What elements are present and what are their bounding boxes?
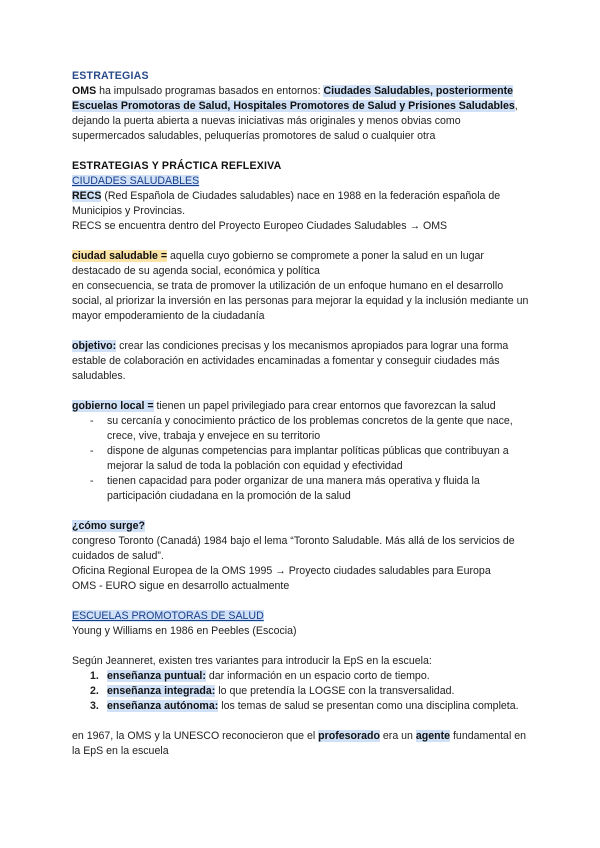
ciudad-saludable-term: ciudad saludable =: [72, 250, 168, 262]
paragraph-recs: [72, 189, 532, 219]
paragraph-objetivo: [72, 339, 532, 384]
objetivo-text: crear las condiciones precisas y los mecanismos apropiados para lograr una forma estable de colaboración en actividades encaminadas a fomentar y conseguir ciudades más saludables.: [72, 340, 509, 382]
paragraph-oms-euro: OMS - EURO sigue en desarrollo actualmente: [72, 580, 290, 592]
objetivo-term: objetivo:: [72, 340, 117, 352]
agente-term: agente: [415, 730, 451, 742]
paragraph-consecuencia: en consecuencia, se trata de promover la utilización de un enfoque humano en el desarrollo social, al priorizar la inversión en las personas para mejorar la equidad y la inclusión mediante un mayor empoderamiento de la ciudadanía: [72, 280, 529, 322]
paragraph-unesco: en 1967, la OMS y la UNESCO reconocieron que el profesorado era un agente fundamental en la EpS en la escuela: [72, 730, 527, 757]
oms-text-end: , dejando la puerta abierta a nuevas iniciativas más originales y menos obvias como supermercados saludables, peluquerías promotores de salud o cualquier otra: [72, 100, 518, 142]
paragraph-jeanneret: Según Jeanneret, existen tres variantes para introducir la EpS en la escuela:: [72, 655, 432, 667]
oms-label: OMS: [72, 85, 97, 97]
paragraph-toronto: congreso Toronto (Canadá) 1984 bajo el lema “Toronto Saludable. Más allá de los servicios de cuidados de salud”.: [72, 535, 515, 562]
document-page: [72, 69, 532, 759]
paragraph-young-williams: Young y Williams en 1986 en Peebles (Escocia): [72, 625, 297, 637]
profesorado-term: profesorado: [318, 730, 380, 742]
entornos-highlight: Ciudades Saludables, posteriormente Escuelas Promotoras de Salud, Hospitales Promotores de Salud y Prisiones Saludables: [72, 85, 515, 112]
paragraph-oms-entornos: [72, 84, 532, 144]
list-item: - su cercanía y conocimiento práctico de los problemas concretos de la gente que nace, crece, vive, trabaja y envejece en su territorio: [90, 415, 513, 442]
oms-text: ha impulsado programas basados en entornos:: [96, 85, 324, 97]
paragraph-oficina-regional: Oficina Regional Europea de la OMS 1995 → Proyecto ciudades saludables para Europa: [72, 565, 491, 577]
ciudad-saludable-def: aquella cuyo gobierno se compromete a poner la salud en un lugar destacado de su agenda social, económica y política: [72, 250, 484, 277]
list-item: 2. enseñanza integrada: lo que pretendía la LOGSE con la transversalidad.: [90, 685, 455, 697]
variantes-list: [72, 669, 532, 714]
link-escuelas-promotoras[interactable]: ESCUELAS PROMOTORAS DE SALUD: [72, 610, 264, 622]
list-item: 1. enseñanza puntual: dar información en un espacio corto de tiempo.: [90, 670, 430, 682]
recs-text: (Red Española de Ciudades saludables) nace en 1988 en la federación española de Municipios y Provincias.: [72, 190, 501, 217]
list-item: 3. enseñanza autónoma: los temas de salud se presentan como una disciplina completa.: [90, 700, 519, 712]
gobierno-local-text: tienen un papel privilegiado para crear entornos que favorezcan la salud: [153, 400, 496, 412]
heading-estrategias: ESTRATEGIAS: [72, 70, 149, 82]
recs-label: RECS: [72, 190, 102, 202]
paragraph-recs-proyecto: RECS se encuentra dentro del Proyecto Europeo Ciudades Saludables → OMS: [72, 220, 448, 232]
paragraph-gobierno-local: [72, 399, 532, 414]
heading-estrategias-practica: ESTRATEGIAS Y PRÁCTICA REFLEXIVA: [72, 160, 282, 172]
gobierno-local-list: [72, 414, 532, 504]
list-item: - tienen capacidad para poder organizar de una manera más operativa y fluida la participación ciudadana en la promoción de la salud: [90, 475, 480, 502]
como-surge-heading: ¿cómo surge?: [72, 520, 145, 532]
paragraph-ciudad-saludable: [72, 249, 532, 279]
list-item: - dispone de algunas competencias para implantar políticas públicas que contribuyan a mejorar la salud de toda la población con equidad y efectividad: [90, 445, 509, 472]
gobierno-local-term: gobierno local =: [72, 400, 154, 412]
link-ciudades-saludables[interactable]: CIUDADES SALUDABLES: [72, 175, 200, 187]
